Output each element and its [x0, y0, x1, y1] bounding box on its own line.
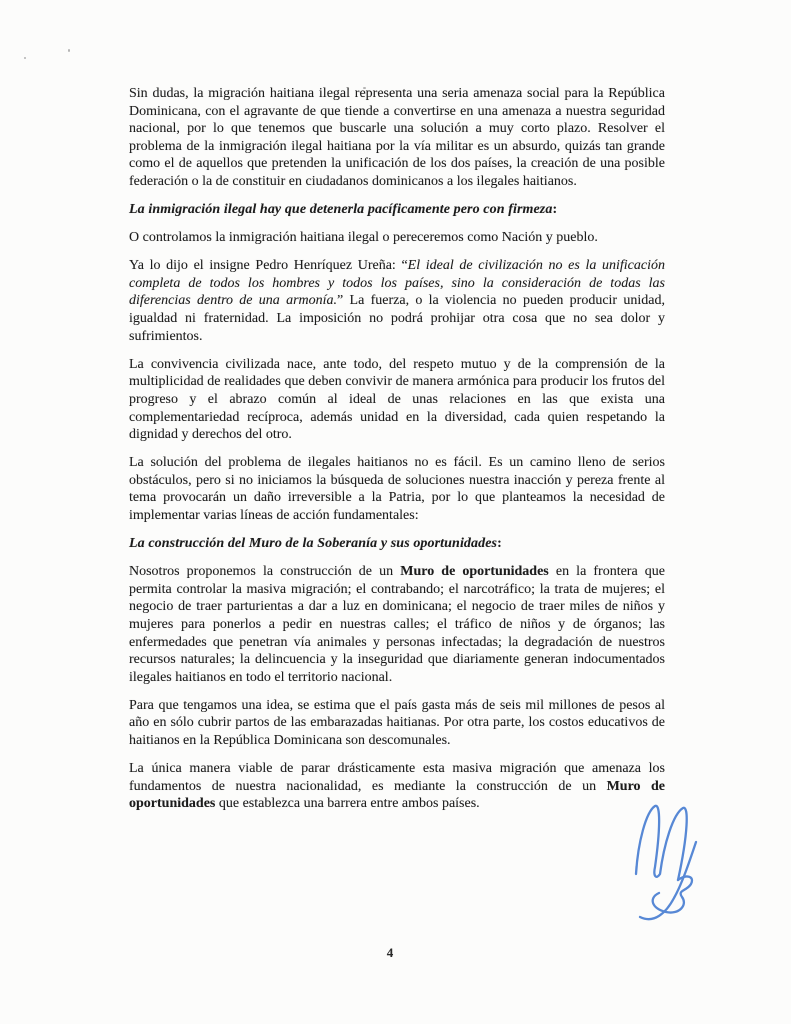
paragraph-text: La única manera viable de parar drásticamente esta masiva migración que amenaza los fundamentos de nuestra nacionalidad, es mediante la construcción de un — [129, 761, 665, 794]
paragraph-text: La solución del problema de ilegales haitianos no es fácil. Es un camino lleno de serios obstáculos, pero si no iniciamos la búsqueda de soluciones nuestra inacción y pereza frente al tema provocarán un daño irreversible a la Patria, por lo que planteamos la necesidad de implementar varias líneas de acción fundamentales: — [129, 455, 665, 523]
heading-stop-immigration-peacefully — [129, 201, 665, 219]
paragraph-civilized-coexistence — [129, 356, 665, 444]
paragraph-control-or-perish — [129, 229, 665, 247]
quote-italic-text: El ideal de civilización no es la unificación completa de todos los hombres y todos los países, sino la consideración de todas las diferencias dentro de una armonía. — [129, 258, 665, 309]
paragraph-text: que establezca una barrera entre ambos países. — [215, 796, 480, 812]
bold-muro-de-oportunidades: Muro de oportunidades — [400, 564, 549, 580]
heading-text: La inmigración ilegal hay que detenerla pacíficamente pero con firmeza — [129, 202, 553, 218]
paragraph-text: Nosotros proponemos la construcción de un — [129, 564, 401, 580]
paragraph-henriquez-urena-quote — [129, 257, 665, 345]
signature-strokes — [636, 806, 696, 919]
page-footer — [0, 944, 780, 962]
paragraph-text: Para que tengamos una idea, se estima que el país gasta más de seis mil millones de pesos al año en sólo cubrir partos de las embarazadas haitianas. Por otra parte, los costos educativos de haitianos en la República Dominicana son descomunales. — [129, 697, 665, 748]
document-body — [129, 85, 665, 823]
heading-sovereignty-wall — [129, 535, 665, 553]
paragraph-text: Sin dudas, la migración haitiana ilegal representa una seria amenaza social para la República Dominicana, con el agravante de que tiende a convertirse en una amenaza a nuestra seguridad nacional, por lo que tenemos que buscarle una solución a muy corto plazo. Resolver el problema de la inmigración ilegal haitiana por la vía militar es un absurdo, quizás tan grande como el de aquellos que pretenden la unificación de los dos países, la creación de una posible federación o la de constituir en ciudadanos dominicanos a los ilegales haitianos. — [129, 86, 665, 189]
paragraph-text: La convivencia civilizada nace, ante todo, del respeto mutuo y de la comprensión de la multiplicidad de realidades que deben convivir de manera armónica para producir los frutos del progreso y el abrazo común al ideal de unas relaciones en las que exista una complementariedad recíproca, además unidad en la diversidad, cada quien respetando la dignidad y derechos del otro. — [129, 356, 665, 443]
quote-followup-text: ” La fuerza, o la violencia no pueden producir unidad, igualdad ni fraternidad. La imposición no podrá prohijar otra cosa que no sea dolor y sufrimientos. — [129, 293, 665, 344]
page-number: 4 — [386, 945, 394, 960]
paragraph-text: en la frontera que permita controlar la masiva migración; el contrabando; el narcotráfico; la trata de mujeres; el negocio de traer parturientas a dar a luz en dominicana; el negocio de traer miles de niños y mujeres para ponerlos a pedir en nuestras calles; el tráfico de niños y de órganos; las enfermedades que penetran vía animales y personas infectadas; la degradación de nuestros recursos naturales; la delincuencia y la inseguridad que diariamente generan indocumentados ilegales haitianos en todo el territorio nacional. — [129, 564, 666, 685]
paragraph-text: O controlamos la inmigración haitiana ilegal o pereceremos como Nación y pueblo. — [129, 230, 598, 246]
paragraph-wall-proposal — [129, 563, 665, 686]
paragraph-migration-threat — [129, 85, 665, 191]
bold-muro-de-oportunidades: Muro de oportunidades — [129, 778, 665, 812]
quote-intro-text: Ya lo dijo el insigne Pedro Henríquez Ureña: “ — [129, 258, 408, 274]
heading-colon: : — [497, 536, 502, 552]
paragraph-costs-estimate — [129, 697, 665, 750]
scan-artifact — [68, 49, 70, 52]
heading-colon: : — [552, 202, 558, 218]
paragraph-only-viable-way — [129, 760, 665, 813]
heading-text: La construcción del Muro de la Soberanía y sus oportunidades — [129, 536, 498, 552]
paragraph-solution-not-easy — [129, 454, 665, 524]
scan-artifact — [24, 57, 26, 59]
signature-ink — [606, 792, 718, 930]
